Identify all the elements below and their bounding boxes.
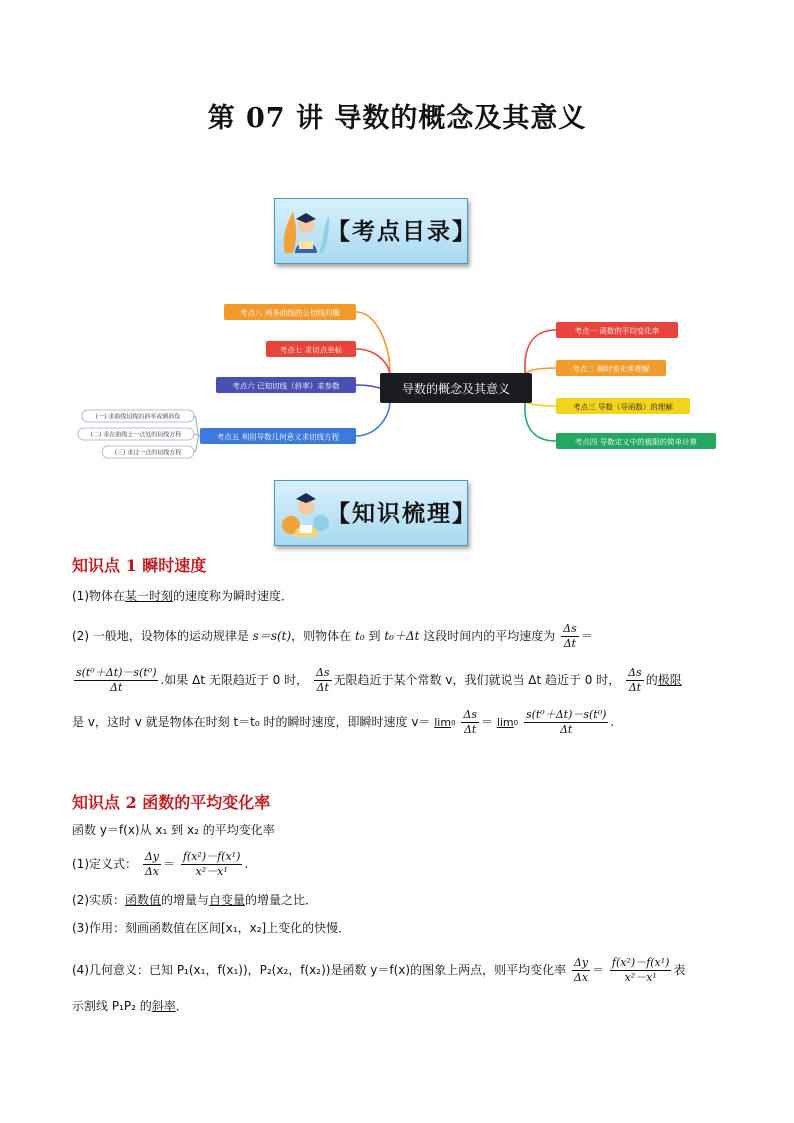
s2-use: (3)作用：刻画函数值在区间[x₁，x₂]上变化的快慢． [72,921,351,935]
mindmap-sub-node-1[interactable] [82,410,194,422]
s2-geometric: (4)几何意义：已知 P₁(x₁，f(x₁))，P₂(x₂，f(x₂))是函数 y＝f(x)的图象上两点，则平均变化率 $\frac{\Delta y}{\Delta x}$ ＝ $\frac{\text{f(x²)－f(x¹)}}{\text{x²－x¹}}$ 表 [72,956,686,984]
mindmap-right-node-1[interactable] [556,322,678,338]
avg-rate-fraction: $\frac{\text{f(x²)－f(x¹)}}{\text{x²－x¹}}$ [611,956,670,984]
mindmap-left-node-1-label: 考点八 两条曲线的公切线问题 [240,308,340,318]
teacher-illustration-icon [279,203,331,259]
s1-paragraph-2: (2) 一般地，设物体的运动规律是 s＝s(t)，则物体在 t₀ 到 t₀＋Δt 这段时间内的平均速度为 $\frac{\Delta s}{\Delta t}$ ＝ [72,622,593,650]
mindmap-right-node-4[interactable] [556,433,716,449]
mindmap-sub-node-label: (一) 求曲线切线的斜率或倾斜角 [95,413,181,421]
toc-banner-text: 【考点目录】 [327,218,477,245]
mindmap-left-node-3[interactable] [216,377,356,393]
mindmap-left-node-3-label: 考点六 已知切线（斜率）求参数 [232,381,340,391]
mindmap-right-node-2[interactable] [556,360,666,376]
mindmap-sub-node-2[interactable] [78,428,194,440]
graduate-illustration-icon [279,485,331,541]
mindmap-right-node-1-label: 考点一 函数的平均变化率 [574,326,660,336]
ds-over-dt-fraction: $\frac{\Delta s}{\Delta t}$ [563,622,577,650]
avg-velocity-fraction: $\frac{\text{s(t⁰＋Δt)－s(t⁰)}}{\Delta t}$ [525,708,607,736]
mindmap-left-node-2[interactable] [266,341,356,357]
topic-mindmap [0,290,794,470]
mindmap-left-node-4[interactable] [200,428,356,444]
mindmap-right-node-4-label: 考点四 导数定义中的极限的简单计算 [574,437,698,447]
limit-operator: lim0 [434,715,456,729]
s1-paragraph-4: 是 v，这时 v 就是物体在时刻 t＝t₀ 时的瞬时速度，即瞬时速度 v＝ lim0 $\frac{\Delta s}{\Delta t}$ ＝ lim0 $\frac{\text{s(t⁰＋Δt)－s(t⁰)}}{\Delta t}$ . [72,708,615,736]
s1-paragraph-1: (1)物体在某一时刻的速度称为瞬时速度． [72,589,294,603]
avg-rate-fraction: $\frac{\text{f(x²)－f(x¹)}}{\text{x²－x¹}}$ [182,850,241,878]
s2-intro: 函数 y＝f(x)从 x₁ 到 x₂ 的平均变化率 [72,823,275,837]
mindmap-right-node-3[interactable] [556,398,690,414]
mindmap-center-label: 导数的概念及其意义 [401,382,511,396]
dy-over-dx-fraction: $\frac{\Delta y}{\Delta x}$ [573,956,589,984]
limit-operator: lim0 [496,715,519,729]
knowledge-banner [274,480,477,546]
ds-over-dt-fraction: $\frac{\Delta s}{\Delta t}$ [628,666,642,694]
toc-banner [274,198,477,264]
s1-paragraph-3: $\frac{\text{s(t⁰＋Δt)－s(t⁰)}}{\Delta t}$ .如果 Δt 无限趋近于 0 时， $\frac{\Delta s}{\Delta t}$ 无限趋近于某个常数 v，我们就说当 Δt 趋近于 0 时， $\frac{\Delta s}{\Delta t}$ 的极限 [76,666,682,694]
ds-over-dt-fraction: $\frac{\Delta s}{\Delta t}$ [463,708,477,736]
s2-essence: (2)实质：函数值的增量与自变量的增量之比． [72,893,318,907]
s2-definition: (1)定义式： $\frac{\Delta y}{\Delta x}$ ＝ $\frac{\text{f(x²)－f(x¹)}}{\text{x²－x¹}}$ . [72,850,249,878]
mindmap-left-node-2-label: 考点七 求切点坐标 [279,345,343,355]
s2-geometric-cont: 示割线 P₁P₂ 的斜率． [72,999,188,1013]
section-heading-1: 知识点 1 瞬时速度 [72,556,207,575]
mindmap-left-node-4-label: 考点五 利用导数几何意义求切线方程 [216,432,340,442]
section-heading-2: 知识点 2 函数的平均变化率 [72,793,271,812]
mindmap-sub-node-label: (三) 求过一点的切线方程 [114,449,182,457]
mindmap-sub-node-label: (二) 求在曲线上一点处的切线方程 [90,431,182,439]
mindmap-sub-node-3[interactable] [102,446,194,458]
mindmap-center[interactable] [380,373,532,403]
mindmap-right-node-2-label: 考点二 瞬时变化率理解 [572,364,650,374]
mindmap-left-node-1[interactable] [224,304,356,320]
dy-over-dx-fraction: $\frac{\Delta y}{\Delta x}$ [144,850,159,878]
page-title: 第 07 讲 导数的概念及其意义 [207,103,587,134]
ds-over-dt-fraction: $\frac{\Delta s}{\Delta t}$ [315,666,330,694]
mindmap-right-node-3-label: 考点三 导数（导函数）的理解 [573,402,673,412]
knowledge-banner-text: 【知识梳理】 [327,500,477,527]
avg-velocity-fraction: $\frac{\text{s(t⁰＋Δt)－s(t⁰)}}{\Delta t}$ [76,666,157,694]
